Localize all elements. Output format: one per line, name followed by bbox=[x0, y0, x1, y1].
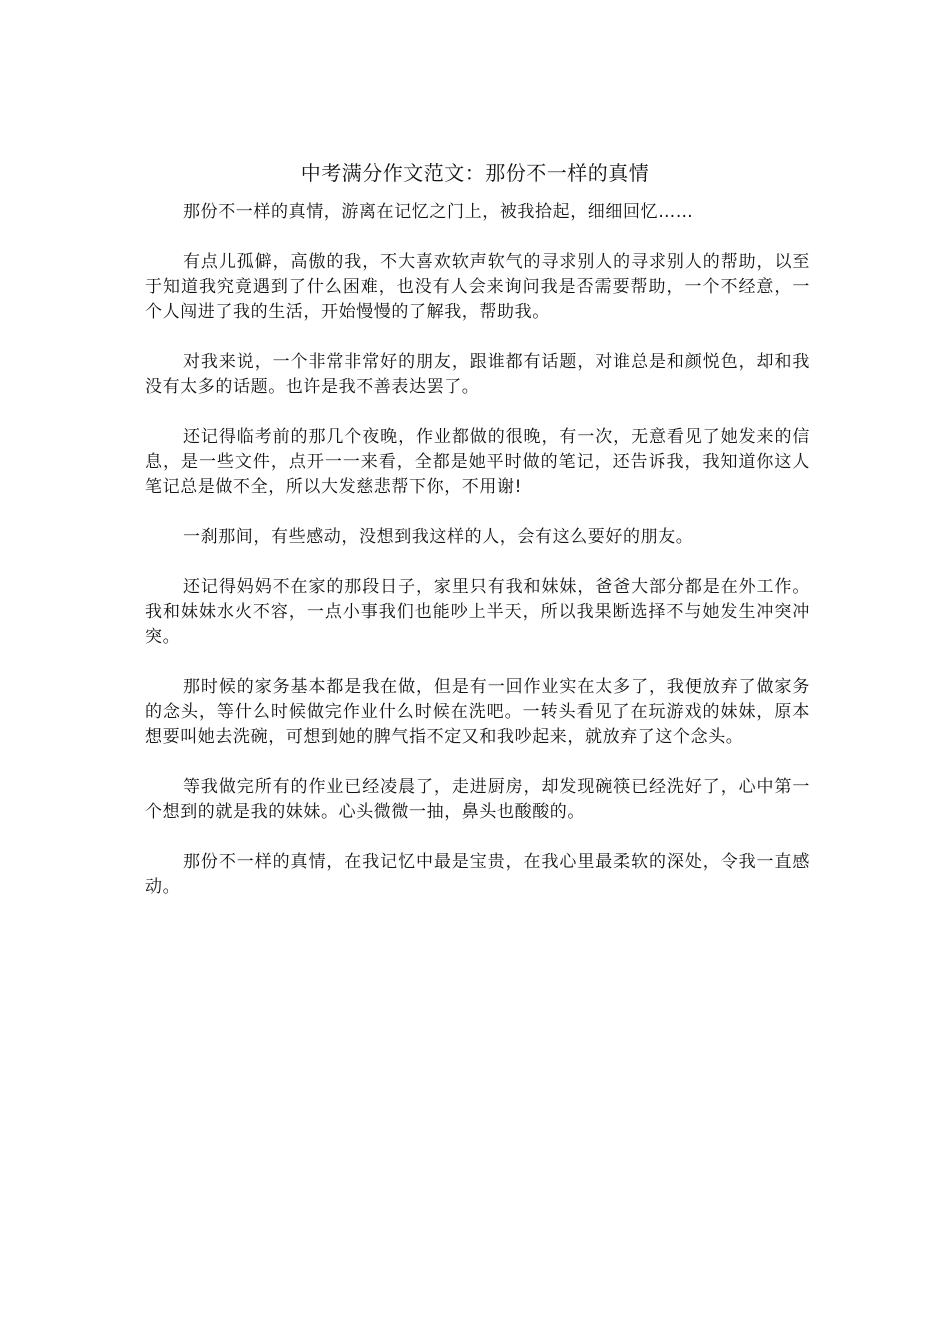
paragraph-4: 还记得临考前的那几个夜晚，作业都做的很晚，有一次，无意看见了她发来的信息，是一些文件，点开一一来看，全都是她平时做的笔记，还告诉我，我知道你这人笔记总是做不全，所以大发慈悲帮下你，不用谢! bbox=[145, 427, 810, 497]
paragraph-5: 一刹那间，有些感动，没想到我这样的人，会有这么要好的朋友。 bbox=[183, 527, 694, 547]
paragraph-2: 有点儿孤僻，高傲的我，不大喜欢软声软气的寻求别人的寻求别人的帮助，以至于知道我究竟遇到了什么困难，也没有人会来询问我是否需要帮助，一个不经意，一个人闯进了我的生活，开始慢慢的了解我，帮助我。 bbox=[145, 252, 810, 322]
paragraph-3: 对我来说，一个非常非常好的朋友，跟谁都有话题，对谁总是和颜悦色，却和我没有太多的话题。也许是我不善表达罢了。 bbox=[145, 352, 810, 397]
paragraph-1: 那份不一样的真情，游离在记忆之门上，被我拾起，细细回忆…… bbox=[183, 202, 694, 222]
paragraph-6: 还记得妈妈不在家的那段日子，家里只有我和妹妹，爸爸大部分都是在外工作。我和妹妹水火不容，一点小事我们也能吵上半天，所以我果断选择不与她发生冲突冲突。 bbox=[145, 577, 810, 647]
paragraph-8: 等我做完所有的作业已经凌晨了，走进厨房，却发现碗筷已经洗好了，心中第一个想到的就是我的妹妹。心头微微一抽，鼻头也酸酸的。 bbox=[145, 777, 810, 822]
document-title: 中考满分作文范文：那份不一样的真情 bbox=[300, 161, 650, 185]
paragraph-9: 那份不一样的真情，在我记忆中最是宝贵，在我心里最柔软的深处，令我一直感动。 bbox=[145, 852, 810, 897]
document-body bbox=[145, 200, 810, 925]
paragraph-7: 那时候的家务基本都是我在做，但是有一回作业实在太多了，我便放弃了做家务的念头，等什么时候做完作业什么时候在洗吧。一转头看见了在玩游戏的妹妹，原本想要叫她去洗碗，可想到她的脾气指不定又和我吵起来，就放弃了这个念头。 bbox=[145, 677, 810, 747]
